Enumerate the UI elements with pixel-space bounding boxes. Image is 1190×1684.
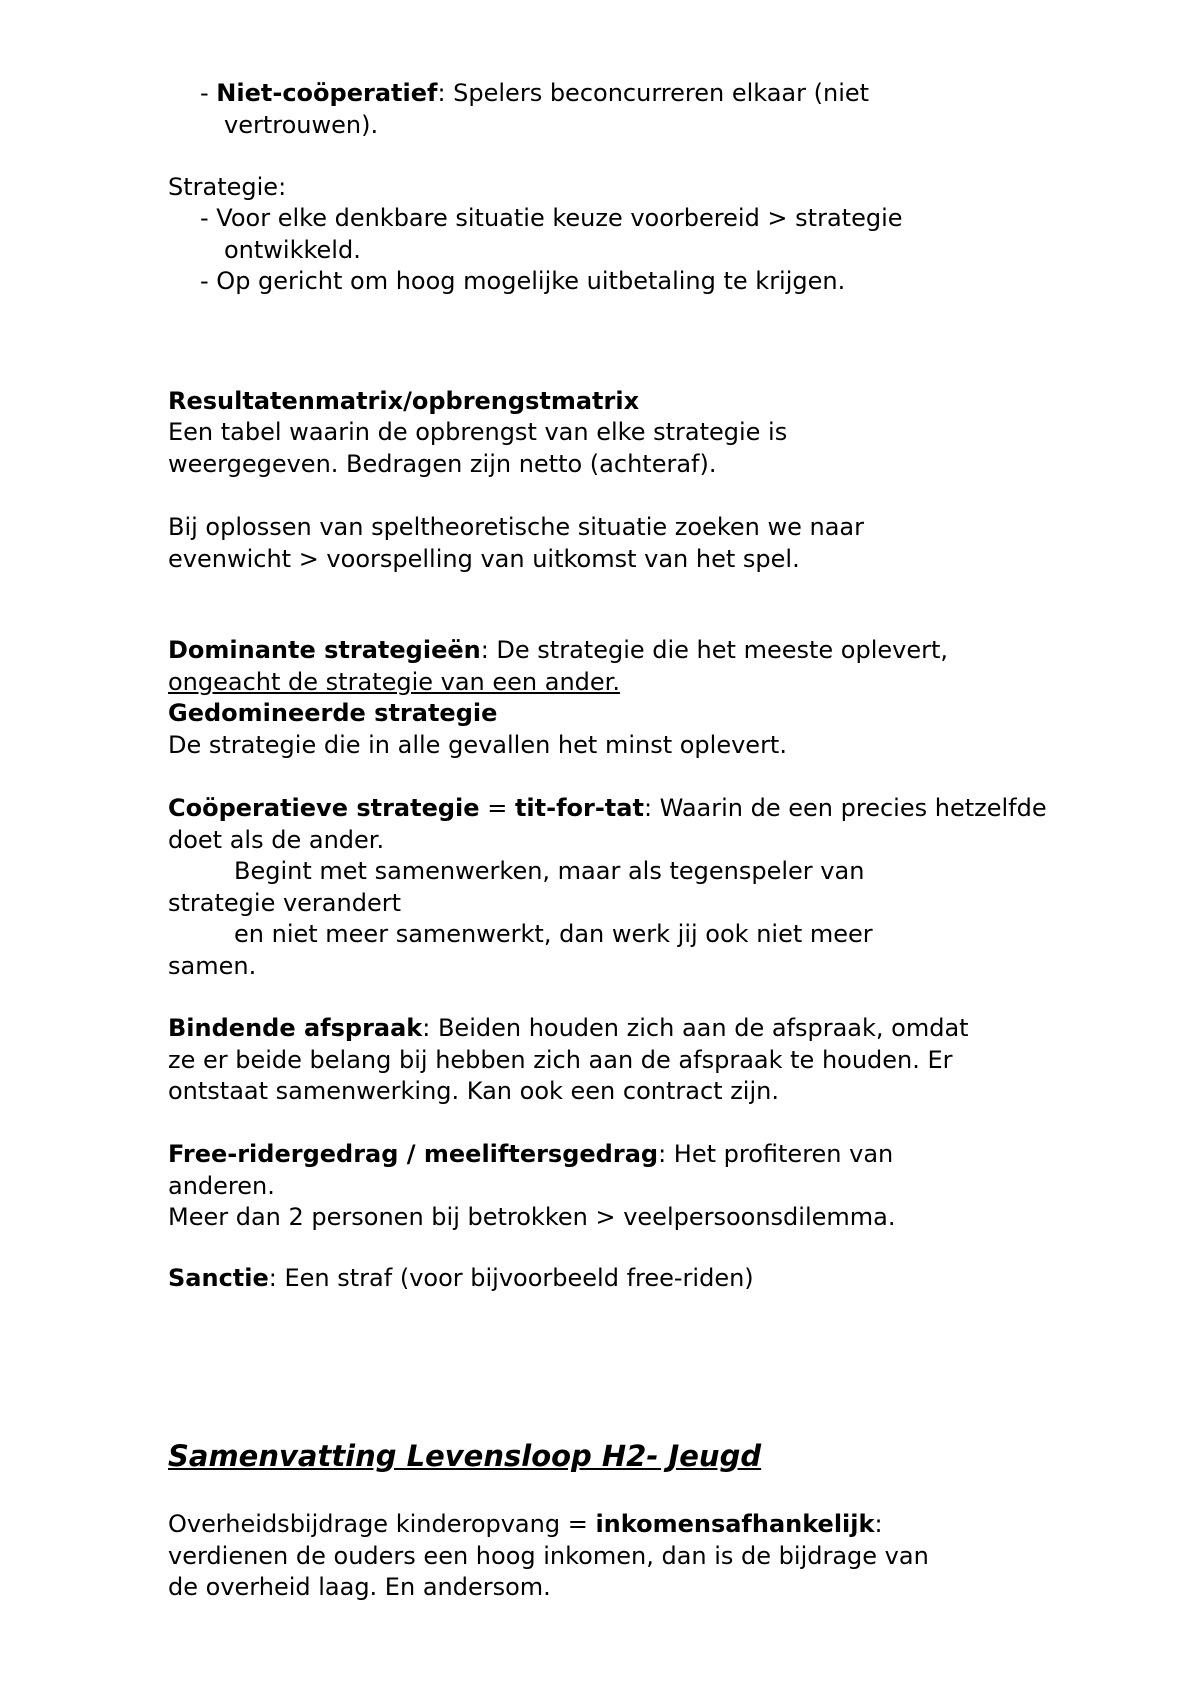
term-free-ridergedrag: Free-ridergedrag / meeliftersgedrag (168, 1140, 659, 1168)
term-cooperatieve-strategie: Coöperatieve strategie (168, 794, 480, 822)
term-niet-cooperatief: Niet-coöperatief (216, 79, 438, 107)
intro-text: Overheidsbijdrage kinderopvang = (168, 1510, 596, 1538)
definition-text: : Waarin de een precies hetzelfde doet als de ander. (168, 794, 1047, 854)
underlined-text: ongeacht de strategie van een ander. (168, 667, 620, 696)
bullet-text: Voor elke denkbare situatie keuze voorbereid > strategie ontwikkeld. (216, 204, 903, 264)
indented-text: en niet meer samenwerkt, dan werk jij ook niet meer (234, 920, 873, 948)
paragraph-overheidsbijdrage (168, 1509, 958, 1604)
bullet-strategie-2: - Op gericht om hoog mogelijke uitbetaling te krijgen. (200, 267, 846, 295)
term-bindende-afspraak: Bindende afspraak (168, 1014, 423, 1042)
continued-text: samen. (168, 951, 257, 980)
heading-text: Resultatenmatrix/opbrengstmatrix (168, 387, 640, 415)
term-inkomensafhankelijk: inkomensafhankelijk (595, 1510, 875, 1538)
definition-text: : Beiden houden zich aan de afspraak, omdat ze er beide belang bij hebben zich aan de afspraak te houden. Er ontstaat samenwerking. Kan ook een contract zijn. (168, 1014, 969, 1105)
strategie-label: Strategie: (168, 173, 287, 201)
section-heading-samenvatting: Samenvatting Levensloop H2- Jeugd (168, 1439, 762, 1473)
paragraph-resultatenmatrix: Een tabel waarin de opbrengst van elke strategie is weergegeven. Bedragen zijn netto (achteraf). (168, 418, 788, 478)
continued-text: strategie verandert (168, 888, 401, 917)
term-sanctie: Sanctie (168, 1264, 269, 1292)
heading-resultatenmatrix (168, 386, 1068, 418)
definition-text: : De strategie die het meeste oplevert, (480, 636, 949, 664)
term-dominante-strategieen: Dominante strategieën (168, 636, 481, 664)
bullet-text: Op gericht om hoog mogelijke uitbetaling te krijgen. (216, 267, 846, 295)
definition-text: : Het profiteren van anderen. (168, 1140, 894, 1200)
definition-text: De strategie die in alle gevallen het minst oplevert. (168, 730, 787, 759)
definition-text: : Een straf (voor bijvoorbeeld free-riden) (268, 1264, 754, 1292)
equals-sign: = (479, 794, 515, 822)
paragraph-cooperatieve-strategie (168, 793, 1068, 982)
paragraph-sanctie (168, 1263, 1068, 1295)
paragraph-evenwicht: Bij oplossen van speltheoretische situatie zoeken we naar evenwicht > voorspelling van uitkomst van het spel. (168, 513, 864, 573)
bullet-strategie-1: - Voor elke denkbare situatie keuze voorbereid > strategie ontwikkeld. (200, 204, 903, 264)
definition-text: : Spelers beconcurreren elkaar (niet vertrouwen). (224, 79, 870, 139)
bullet-niet-cooperatief: - Niet-coöperatief: Spelers beconcurreren elkaar (niet vertrouwen). (200, 79, 870, 139)
term-tit-for-tat: tit-for-tat (514, 794, 644, 822)
term-gedomineerde-strategie: Gedomineerde strategie (168, 699, 498, 727)
indented-text: Begint met samenwerken, maar als tegenspeler van (234, 857, 865, 885)
paragraph-dominante-strategieen (168, 635, 1068, 761)
paragraph-bindende-afspraak (168, 1013, 998, 1108)
paragraph-free-ridergedrag (168, 1139, 958, 1234)
continued-text: Meer dan 2 personen bij betrokken > veelpersoonsdilemma. (168, 1203, 896, 1231)
definition-text: : verdienen de ouders een hoog inkomen, dan is de bijdrage van de overheid laag. En andersom. (168, 1510, 929, 1601)
